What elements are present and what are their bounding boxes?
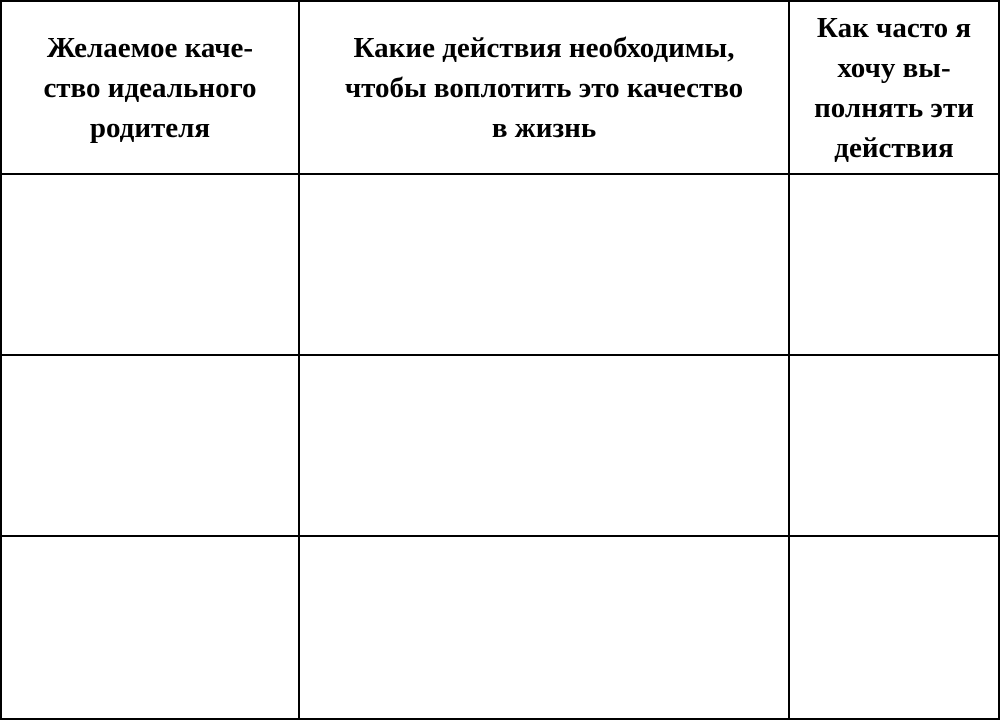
header-line: ство идеального xyxy=(43,71,257,104)
table-cell-actions[interactable] xyxy=(300,356,790,537)
header-line: Как часто я xyxy=(816,11,972,44)
table-cell-frequency[interactable] xyxy=(790,175,1000,356)
header-line: родителя xyxy=(89,111,211,144)
table-cell-quality[interactable] xyxy=(0,175,300,356)
header-text-frequency xyxy=(814,8,974,168)
table-cell-actions[interactable] xyxy=(300,537,790,720)
header-cell-desired-quality xyxy=(0,0,300,175)
header-line: хочу вы- xyxy=(837,51,951,84)
header-line: в жизнь xyxy=(491,111,597,144)
header-text-desired-quality xyxy=(43,28,256,148)
table-cell-frequency[interactable] xyxy=(790,537,1000,720)
header-cell-frequency xyxy=(790,0,1000,175)
header-text-required-actions xyxy=(345,28,743,148)
header-line: действия xyxy=(834,131,954,164)
header-line: Какие действия необходимы, xyxy=(353,31,735,64)
table-cell-quality[interactable] xyxy=(0,537,300,720)
table-cell-frequency[interactable] xyxy=(790,356,1000,537)
header-line: полнять эти xyxy=(814,91,974,124)
table-cell-quality[interactable] xyxy=(0,356,300,537)
header-line: Желаемое каче- xyxy=(46,31,254,64)
header-line: чтобы воплотить это качество xyxy=(344,71,744,104)
table-cell-actions[interactable] xyxy=(300,175,790,356)
header-cell-required-actions xyxy=(300,0,790,175)
